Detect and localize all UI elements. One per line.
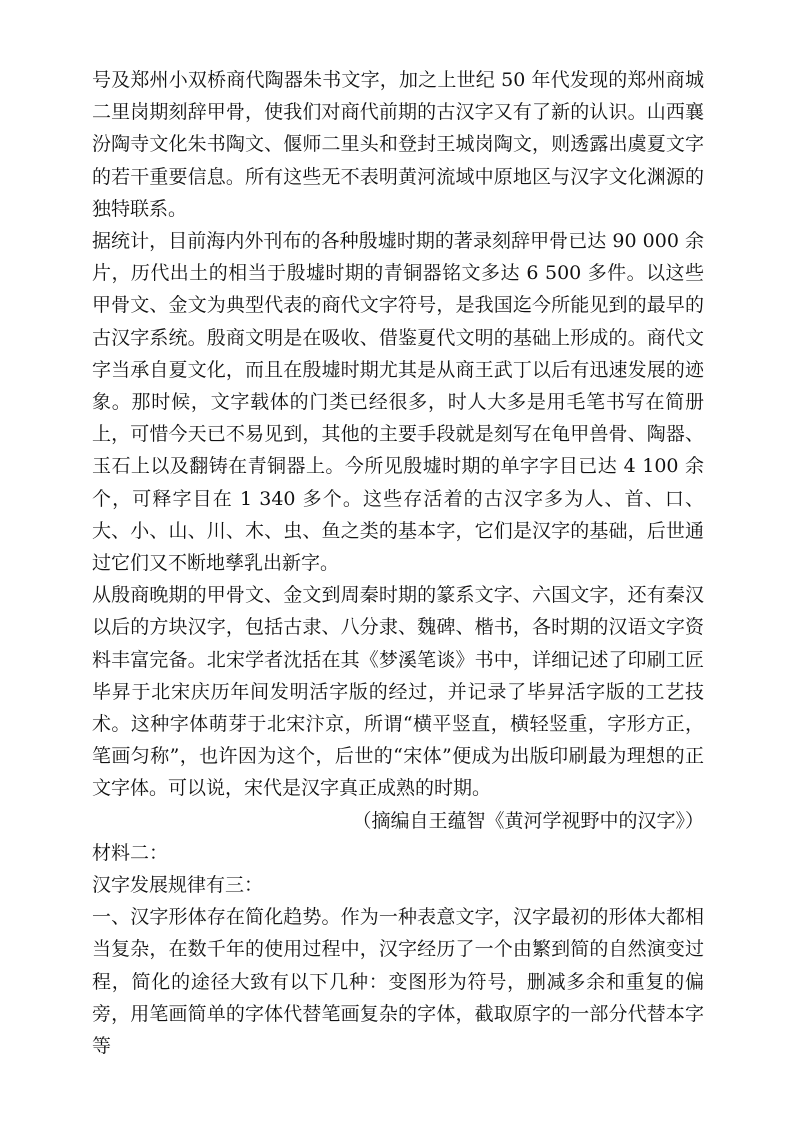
material-2-label: 材料二： xyxy=(92,841,169,864)
source-citation: （摘编自王蕴智《黄河学视野中的汉字》） xyxy=(352,809,704,832)
rules-intro: 汉字发展规律有三： xyxy=(92,874,264,897)
paragraph-2: 据统计，目前海内外刊布的各种殷墟时期的著录刻辞甲骨已达 90 000 余片，历代出土的相当于殷墟时期的青铜器铭文多达 6 500 多件。以这些甲骨文、金文为典型代表的商代文字符号，是我国迄今所能见到的最早的古汉字系统。殷商文明是在吸收、借鉴夏代文明的基础上形成的。商代文字当承自夏文化，而且在殷墟时期尤其是从商王武丁以后有迅速发展的迹象。那时候，文字载体的门类已经很多，时人大多是用毛笔书写在简册上，可惜今天已不易见到，其他的主要手段就是刻写在龟甲兽骨、陶器、玉石上以及翻铸在青铜器上。今所见殷墟时期的单字字目已达 4 100 余个，可释字目在 1 340 多个。这些存活着的古汉字多为人、首、口、大、小、山、川、木、虫、鱼之类的基本字，它们是汉字的基础，后世通过它们又不断地孳乳出新字。 xyxy=(92,230,704,575)
paragraph-3: 从殷商晚期的甲骨文、金文到周秦时期的篆系文字、六国文字，还有秦汉以后的方块汉字，包括古隶、八分隶、魏碑、楷书，各时期的汉语文字资料丰富完备。北宋学者沈括在其《梦溪笔谈》书中，详细记述了印刷工匠毕昇于北宋庆历年间发明活字版的经过，并记录了毕昇活字版的工艺技术。这种字体萌芽于北宋汴京，所谓“横平竖直，横轻竖重，字形方正，笔画匀称”，也许因为这个，后世的“宋体”便成为出版印刷最为理想的正文字体。可以说，宋代是汉字真正成熟的时期。 xyxy=(92,584,704,800)
rule-1-paragraph: 一、汉字形体存在简化趋势。作为一种表意文字，汉字最初的形体大都相当复杂，在数千年的使用过程中，汉字经历了一个由繁到简的自然演变过程，简化的途径大致有以下几种：变图形为符号，删减多余和重复的偏旁，用笔画简单的字体代替笔画复杂的字体，截取原字的一部分代替本字等 xyxy=(92,906,704,1058)
paragraph-1: 号及郑州小双桥商代陶器朱书文字，加之上世纪 50 年代发现的郑州商城二里岗期刻辞甲骨，使我们对商代前期的古汉字又有了新的认识。山西襄汾陶寺文化朱书陶文、偃师二里头和登封王城岗陶文，则透露出虞夏文字的若干重要信息。所有这些无不表明黄河流域中原地区与汉字文化渊源的独特联系。 xyxy=(92,69,704,220)
document-page xyxy=(92,64,704,1062)
